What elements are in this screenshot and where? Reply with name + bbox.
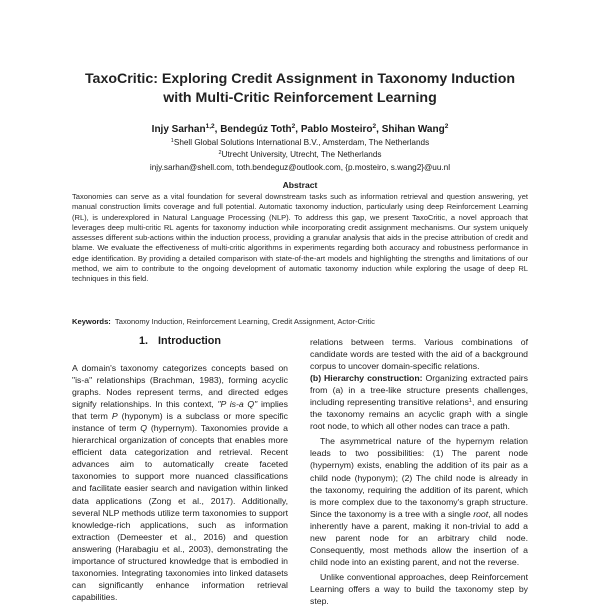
affiliation-text: Utrecht University, Utrecht, The Netherlands (221, 150, 382, 159)
section-heading (72, 334, 288, 348)
author-separator: , (295, 124, 301, 135)
text-run: A domain's taxonomy categorizes concepts based on "is-a" relationships (Brachman, 1983), forming acyclic graphs. Nodes represent terms, and directed edges signify relationships. In this context, (72, 363, 288, 410)
author-name: Shihan Wang (381, 124, 445, 135)
right-paragraph-1: relations between terms. Various combinations of candidate words are tested with the aid of a background corpus to uncover domain-specific relations. (310, 337, 528, 372)
author-separator: , (214, 124, 221, 135)
section-number: 1. (139, 335, 149, 347)
keywords-label: Keywords: (72, 317, 111, 326)
text-run: , and ensuring the taxonomy remains an acyclic graph with a single root node, to which all other nodes can trace a path. (310, 397, 528, 432)
abstract-heading: Abstract (282, 180, 318, 190)
intro-paragraph-1 (72, 362, 288, 603)
author-affiliation-mark: 2 (372, 123, 377, 130)
text-run-italic: root (473, 508, 489, 519)
right-paragraph-3 (310, 435, 528, 568)
author-affiliation-mark: 2 (291, 123, 296, 130)
right-paragraph-2 (310, 372, 528, 432)
paper-title (60, 70, 540, 108)
affiliation-1 (40, 137, 560, 148)
text-run-italic: "P is-a Q" (217, 399, 258, 410)
footnote-mark: 1 (468, 398, 473, 405)
hierarchy-construction-label: (b) Hierarchy construction: (310, 373, 423, 384)
text-run-italic: Q (140, 423, 148, 434)
keywords (72, 317, 528, 327)
author-name: Bendegúz Toth (220, 124, 292, 135)
paper-title-line-1: TaxoCritic: Exploring Credit Assignment in Taxonomy Induction (84, 71, 516, 87)
text-run: The asymmetrical nature of the hypernym relation leads to two possibilities: (1) The parent node (hypernym) exists, enabling the addition of its pair as a child node (hyponym); (2) The child node is already in the taxonomy, requiring the addition of its parent, which is more complex due to the taxonomy's graph structure. Since the taxonomy is a tree with a single (310, 436, 528, 519)
author-name: Pablo Mosteiro (300, 124, 373, 135)
affiliation-text: Shell Global Solutions International B.V., Amsterdam, The Netherlands (173, 138, 430, 147)
author-emails: injy.sarhan@shell.com, toth.bendeguz@outlook.com, {p.mosteiro, s.wang2}@uu.nl (149, 163, 451, 172)
left-column (72, 362, 288, 603)
text-run: , all nodes inherently have a parent, making it non-trivial to add a new parent node for an arbitrary child node. Consequently, most methods allow the insertion of a child node into an existing parent, and not the reverse. (310, 508, 528, 567)
right-column (310, 336, 528, 607)
author-list (40, 123, 560, 136)
section-title: Introduction (158, 335, 221, 347)
abstract-text: Taxonomies can serve as a vital foundation for several downstream tasks such as information retrieval and question answering, yet manual construction limits coverage and full potential. Automatic taxonomy induction, particularly using deep Reinforcement Learning (RL), is underexplored in Natural Language Processing (NLP). To address this gap, we present TaxoCritic, a novel approach that leverages deep multi-critic RL agents for taxonomy induction while incorporating credit assignment mechanisms. Our system uniquely assesses different sub-actions within the induction process, providing a granular analysis that aids in the precise attribution of credit and blame. We evaluate the effectiveness of multi-critic algorithms in experiments regarding both accuracy and robustness performance in edge identification. By providing a detailed comparison with state-of-the-art models and highlighting the strengths and limitations of our method, we aim to contribute to the ongoing development of automatic taxonomy induction while exploring the usage of deep RL techniques in this field. (72, 192, 528, 283)
affiliation-2 (40, 149, 560, 160)
author-separator: , (376, 124, 382, 135)
paper-title-line-2: with Multi-Critic Reinforcement Learning (163, 90, 437, 106)
text-run-italic: P (111, 411, 118, 422)
text-run: implies that term (72, 399, 288, 422)
affiliation-mark: 2 (218, 150, 222, 156)
author-affiliation-mark: 2 (444, 123, 449, 130)
text-run: (hypernym). Taxonomies provide a hierarchical organization of concepts that enables more efficient data categorization and retrieval. Recent advances aim to automatically create faceted taxonomies to support more nuanced classifications and facilitate easier search and navigation within linked data applications (Zong et al., 2017). Additionally, several NLP methods utilize term taxonomies to support knowledge-rich applications, such as information extraction (Demeester et al., 2016) and question answering (Harabagiu et al., 2003), demonstrating the importance of structured knowledge that is embodied in taxonomies. Integrating taxonomies into linked datasets can significantly enhance information retrieval capabilities. (72, 423, 288, 602)
right-paragraph-4: Unlike conventional approaches, deep Reinforcement Learning offers a way to build the taxonomy step by step. (310, 571, 528, 606)
author-affiliation-mark: 1,2 (205, 123, 215, 130)
keywords-list: Taxonomy Induction, Reinforcement Learning, Credit Assignment, Actor-Critic (114, 317, 375, 326)
affiliation-mark: 1 (170, 138, 174, 144)
text-run: (hyponym) is a subclass or more specific instance of term (72, 411, 288, 434)
text-run: Organizing extracted pairs from (a) in a tree-like structure presents challenges, including representing transitive relations (310, 373, 528, 408)
author-name: Injy Sarhan (151, 124, 206, 135)
